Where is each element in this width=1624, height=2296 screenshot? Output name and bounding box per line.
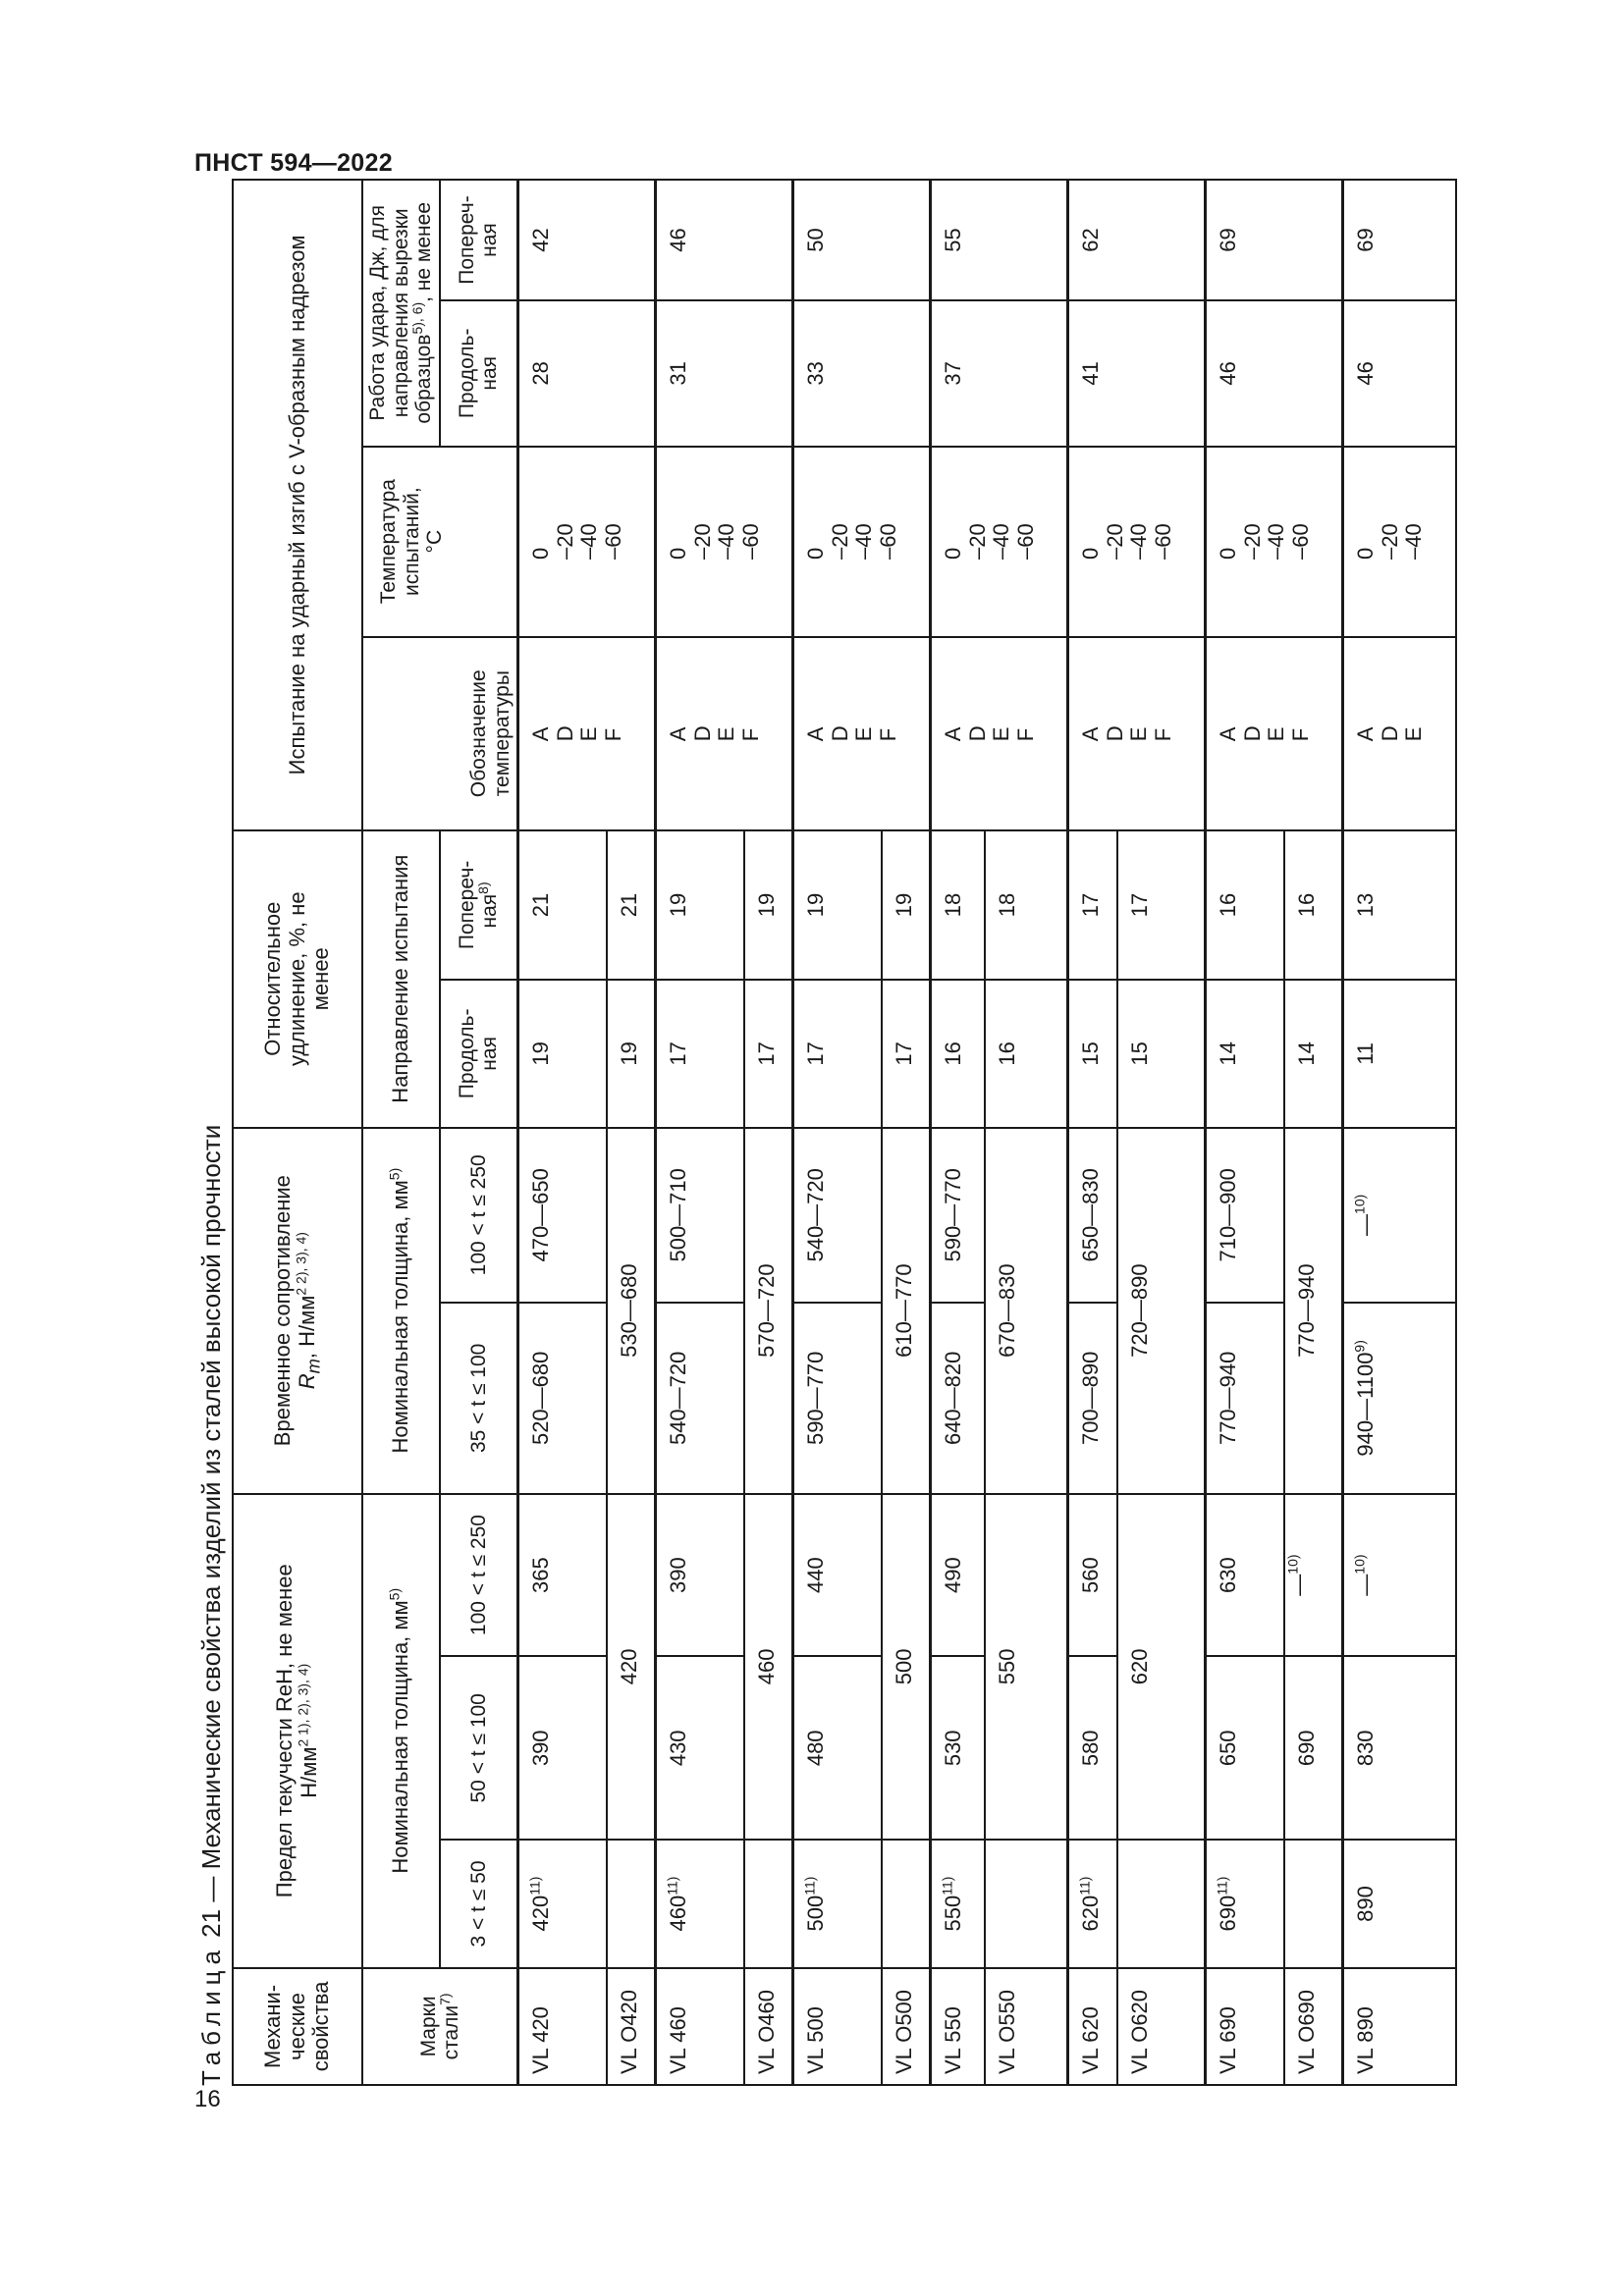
elong-trans-cell: 18 xyxy=(931,830,985,980)
grade-cell: VL O550 xyxy=(985,1968,1068,2085)
elong-long-cell: 16 xyxy=(985,980,1068,1128)
elong-trans-cell: 16 xyxy=(1284,830,1343,980)
yield-t2-cell: 480 xyxy=(793,1656,882,1840)
elong-trans-cell: 21 xyxy=(518,830,607,980)
kv-trans-cell: 42 xyxy=(518,180,656,300)
tensile-t4-cell: 540—720 xyxy=(656,1303,744,1494)
yield-merged-cell: 460 xyxy=(744,1494,793,1840)
yield-t3-cell: 390 xyxy=(656,1494,744,1657)
table-caption xyxy=(194,179,229,2086)
empty-cell xyxy=(985,1840,1068,1968)
elong-long-cell: 17 xyxy=(793,980,882,1128)
empty-cell xyxy=(1284,1840,1343,1968)
temp-designation-cell: A D E xyxy=(1343,637,1456,830)
grade-cell: VL O500 xyxy=(882,1968,931,2085)
elong-long-cell: 11 xyxy=(1343,980,1456,1128)
kv-trans-cell: 46 xyxy=(656,180,793,300)
header-elong-longitudinal: Продоль- ная xyxy=(440,980,518,1128)
tensile-merged-cell: 770—940 xyxy=(1284,1128,1343,1494)
grade-cell: VL 890 xyxy=(1343,1968,1456,2085)
header-test-temperature: Температура испытаний, °С xyxy=(362,447,518,637)
elong-long-cell: 17 xyxy=(882,980,931,1128)
temperature-cell: 0 –20 –40 –60 xyxy=(793,447,931,637)
kv-long-cell: 41 xyxy=(1068,300,1206,447)
kv-trans-cell: 69 xyxy=(1343,180,1456,300)
table-row xyxy=(1206,180,1284,2085)
tensile-t4-cell: 640—820 xyxy=(931,1303,985,1494)
page-number: 16 xyxy=(194,2086,221,2112)
tensile-t4-cell: 520—680 xyxy=(518,1303,607,1494)
elong-trans-cell: 21 xyxy=(607,830,656,980)
grade-cell: VL O460 xyxy=(744,1968,793,2085)
yield-merged-cell: 420 xyxy=(607,1494,656,1840)
grade-cell: VL O420 xyxy=(607,1968,656,2085)
yield-t1-cell: 690$^{11)}$ xyxy=(1206,1840,1284,1968)
temp-designation-cell: A D E F xyxy=(793,637,931,830)
document-code: ПНСТ 594—2022 xyxy=(194,149,393,177)
tensile-t5-cell: 710—900 xyxy=(1206,1128,1284,1303)
elong-trans-cell: 19 xyxy=(656,830,744,980)
tensile-t4-cell: 700—890 xyxy=(1068,1303,1117,1494)
yield-t2-cell: 430 xyxy=(656,1656,744,1840)
elong-long-cell: 15 xyxy=(1117,980,1206,1128)
table-row xyxy=(1068,180,1117,2085)
tensile-merged-cell: 610—770 xyxy=(882,1128,931,1494)
yield-t1-cell: 500$^{11)}$ xyxy=(793,1840,882,1968)
yield-t1-cell: 460$^{11)}$ xyxy=(656,1840,744,1968)
grade-cell: VL 690 xyxy=(1206,1968,1284,2085)
header-grades: Марки стали$^{7)}$ xyxy=(362,1968,518,2085)
kv-long-cell: 33 xyxy=(793,300,931,447)
tensile-t5-cell: 470—650 xyxy=(518,1128,607,1303)
tensile-merged-cell: 670—830 xyxy=(985,1128,1068,1494)
elong-long-cell: 17 xyxy=(656,980,744,1128)
yield-t3-cell: 440 xyxy=(793,1494,882,1657)
caption-number: 21 xyxy=(196,1908,226,1938)
tensile-t5-cell: 590—770 xyxy=(931,1128,985,1303)
elong-long-cell: 17 xyxy=(744,980,793,1128)
kv-long-cell: 28 xyxy=(518,300,656,447)
tensile-t4-cell: 770—940 xyxy=(1206,1303,1284,1494)
elong-long-cell: 14 xyxy=(1284,980,1343,1128)
yield-merged-cell: 690 xyxy=(1284,1656,1343,1840)
grade-cell: VL 620 xyxy=(1068,1968,1117,2085)
tensile-merged-cell: 530—680 xyxy=(607,1128,656,1494)
header-elong-transverse: Попереч- ная$^{8)}$ xyxy=(440,830,518,980)
tensile-t5-cell: 500—710 xyxy=(656,1128,744,1303)
header-test-direction: Направление испытания xyxy=(362,830,440,1128)
kv-trans-cell: 55 xyxy=(931,180,1068,300)
header-impact-energy: Работа удара, Дж, для направления вырезки образцов$^{5), 6)}$, не менее xyxy=(362,180,440,447)
table-row xyxy=(931,180,985,2085)
yield-t1-cell: 550$^{11)}$ xyxy=(931,1840,985,1968)
temp-designation-cell: A D E F xyxy=(931,637,1068,830)
grade-cell: VL 460 xyxy=(656,1968,744,2085)
header-t1: 3 < t ≤ 50 xyxy=(440,1840,518,1968)
header-temp-designation: Обозначение температуры xyxy=(362,637,518,830)
kv-long-cell: 37 xyxy=(931,300,1068,447)
yield-t2-cell: 830 xyxy=(1343,1656,1456,1840)
empty-cell xyxy=(744,1840,793,1968)
yield-merged-cell: 550 xyxy=(985,1494,1068,1840)
tensile-t5-cell: 650—830 xyxy=(1068,1128,1117,1303)
kv-long-cell: 31 xyxy=(656,300,793,447)
tensile-t5-cell: —$^{10)}$ xyxy=(1343,1128,1456,1303)
header-kv-transverse: Попереч- ная xyxy=(440,180,518,300)
elong-trans-cell: 17 xyxy=(1068,830,1117,980)
tensile-merged-cell: 570—720 xyxy=(744,1128,793,1494)
kv-long-cell: 46 xyxy=(1206,300,1343,447)
yield-t1-cell: 420$^{11)}$ xyxy=(518,1840,607,1968)
table-row xyxy=(656,180,744,2085)
grade-cell: VL O620 xyxy=(1117,1968,1206,2085)
rotated-table-area xyxy=(194,179,1441,2086)
header-t4: 35 < t ≤ 100 xyxy=(440,1303,518,1494)
grade-cell: VL 500 xyxy=(793,1968,882,2085)
grade-cell: VL O690 xyxy=(1284,1968,1343,2085)
kv-trans-cell: 62 xyxy=(1068,180,1206,300)
table-row xyxy=(793,180,882,2085)
yield-merged-cell: 620 xyxy=(1117,1494,1206,1840)
empty-cell xyxy=(1117,1840,1206,1968)
elong-long-cell: 14 xyxy=(1206,980,1284,1128)
temp-designation-cell: A D E F xyxy=(518,637,656,830)
yield-t2-cell: 390 xyxy=(518,1656,607,1840)
elong-trans-cell: 19 xyxy=(882,830,931,980)
header-elongation: Относительное удлинение, %, не менее xyxy=(233,830,362,1128)
yield-t3-cell: —$^{10)}$ xyxy=(1343,1494,1456,1657)
yield-t3-cell: 365 xyxy=(518,1494,607,1657)
elong-trans-cell: 18 xyxy=(985,830,1068,980)
yield-t3-cell: 490 xyxy=(931,1494,985,1657)
tensile-merged-cell: 720—890 xyxy=(1117,1128,1206,1494)
temperature-cell: 0 –20 –40 –60 xyxy=(656,447,793,637)
temp-designation-cell: A D E F xyxy=(1206,637,1343,830)
temp-designation-cell: A D E F xyxy=(1068,637,1206,830)
caption-title: — Механические свойства изделий из сталей высокой прочности xyxy=(196,1124,226,1902)
elong-long-cell: 16 xyxy=(931,980,985,1128)
header-kv-longitudinal: Продоль- ная xyxy=(440,300,518,447)
temperature-cell: 0 –20 –40 –60 xyxy=(931,447,1068,637)
yield-t1-cell: 890 xyxy=(1343,1840,1456,1968)
yield-t1-cell: 620$^{11)}$ xyxy=(1068,1840,1117,1968)
kv-trans-cell: 50 xyxy=(793,180,931,300)
temperature-cell: 0 –20 –40 xyxy=(1343,447,1456,637)
temp-designation-cell: A D E F xyxy=(656,637,793,830)
elong-trans-cell: 16 xyxy=(1206,830,1284,980)
yield-t2-cell: 650 xyxy=(1206,1656,1284,1840)
kv-long-cell: 46 xyxy=(1343,300,1456,447)
tensile-t5-cell: 540—720 xyxy=(793,1128,882,1303)
header-yield: Предел текучести ReH, не менее $Н/мм^{2 1), 2), 3), 4)}$ xyxy=(233,1494,362,1968)
grade-cell: VL 420 xyxy=(518,1968,607,2085)
yield-t2-cell: 580 xyxy=(1068,1656,1117,1840)
elong-trans-cell: 13 xyxy=(1343,830,1456,980)
yield-t3-cell: 630 xyxy=(1206,1494,1284,1657)
yield-t3-cell: —$^{10)}$ xyxy=(1284,1494,1343,1657)
header-tensile-thickness: Номинальная толщина, $мм^{5)}$ xyxy=(362,1128,440,1494)
header-yield-thickness: Номинальная толщина, $мм^{5)}$ xyxy=(362,1494,440,1968)
table-row xyxy=(518,180,607,2085)
yield-t2-cell: 530 xyxy=(931,1656,985,1840)
elong-trans-cell: 19 xyxy=(793,830,882,980)
mechanical-properties-table xyxy=(232,179,1457,2086)
grade-cell: VL 550 xyxy=(931,1968,985,2085)
empty-cell xyxy=(882,1840,931,1968)
yield-merged-cell: 500 xyxy=(882,1494,931,1840)
temperature-cell: 0 –20 –40 –60 xyxy=(518,447,656,637)
elong-trans-cell: 17 xyxy=(1117,830,1206,980)
caption-label: Таблица xyxy=(196,1945,226,2086)
tensile-t4-cell: 940—1100$^{9)}$ xyxy=(1343,1303,1456,1494)
table-row xyxy=(1343,180,1456,2085)
elong-long-cell: 19 xyxy=(518,980,607,1128)
header-t5: 100 < t ≤ 250 xyxy=(440,1128,518,1303)
header-tensile: Временное сопротивление $R_m$, $Н/мм^{2 2), 3), 4)}$ xyxy=(233,1128,362,1494)
yield-t3-cell: 560 xyxy=(1068,1494,1117,1657)
header-t2: 50 < t ≤ 100 xyxy=(440,1656,518,1840)
kv-trans-cell: 69 xyxy=(1206,180,1343,300)
tensile-t4-cell: 590—770 xyxy=(793,1303,882,1494)
header-t3: 100 < t ≤ 250 xyxy=(440,1494,518,1657)
header-impact: Испытание на ударный изгиб с V-образным надрезом xyxy=(233,180,362,830)
elong-long-cell: 19 xyxy=(607,980,656,1128)
elong-trans-cell: 19 xyxy=(744,830,793,980)
elong-long-cell: 15 xyxy=(1068,980,1117,1128)
temperature-cell: 0 –20 –40 –60 xyxy=(1206,447,1343,637)
empty-cell xyxy=(607,1840,656,1968)
temperature-cell: 0 –20 –40 –60 xyxy=(1068,447,1206,637)
header-corner: Механи- ческие свойства xyxy=(233,1968,362,2085)
